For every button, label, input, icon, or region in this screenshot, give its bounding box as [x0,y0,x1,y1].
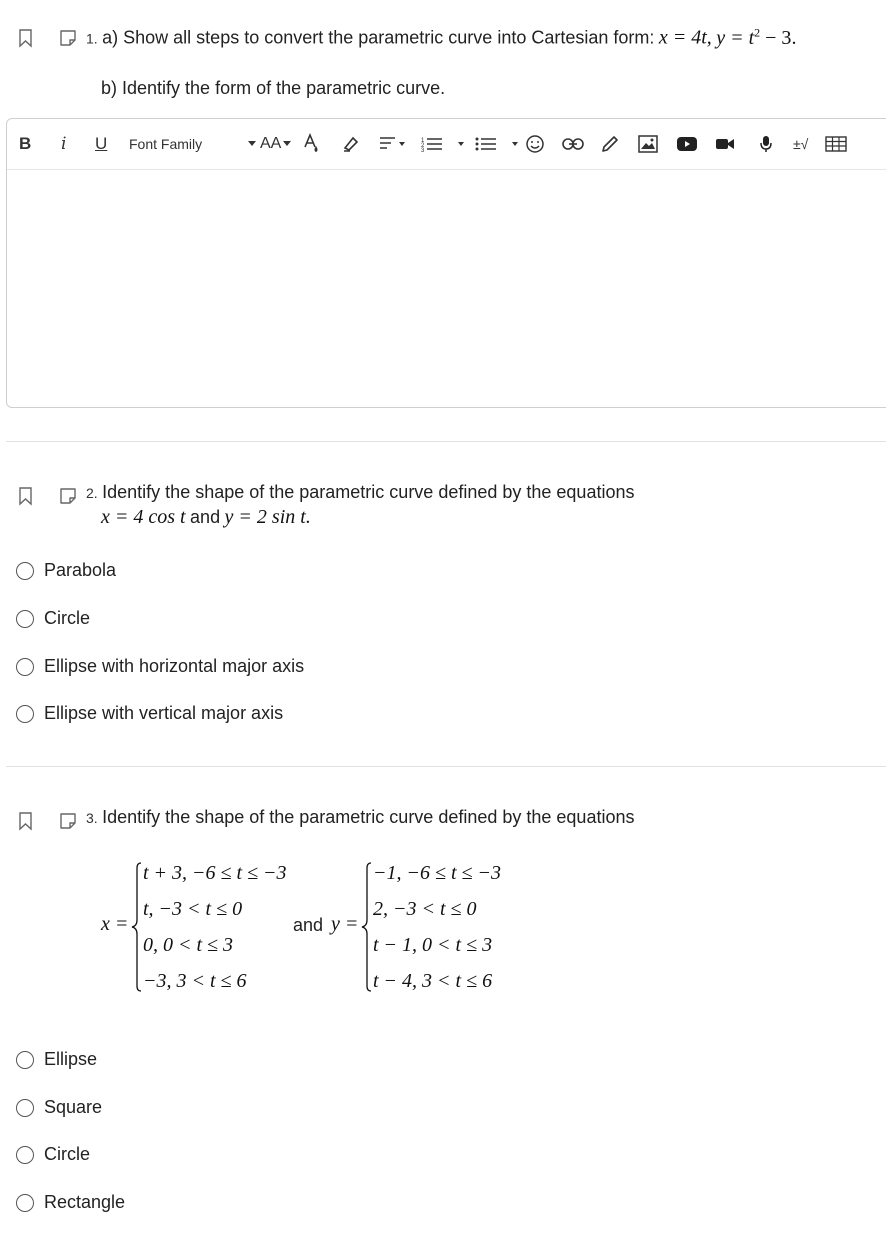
divider [6,441,886,442]
q2-option[interactable] [16,656,304,677]
q1-line-a [86,25,796,50]
q3-x-case: t, −3 < t ≤ 0 [143,898,243,920]
q3-option[interactable] [16,1049,97,1070]
option-label: Parabola [44,560,117,580]
italic-button[interactable]: i [61,134,67,154]
question-number: 2. [86,485,98,501]
q2-option[interactable] [16,560,116,581]
link-button[interactable] [562,133,584,155]
q3-prompt [86,807,634,828]
q2-math-y: y = 2 sin t. [224,506,311,528]
q2-equations [101,506,311,529]
unordered-list-button[interactable] [475,133,523,155]
q3-text: Identify the shape of the parametric curve defined by the equations [102,807,635,827]
q3-y-case: t − 1, 0 < t ≤ 3 [373,934,493,956]
draw-button[interactable] [600,133,620,155]
q3-icons [16,811,78,831]
q3-and: and [293,915,324,935]
underline-button[interactable]: U [95,134,108,153]
camera-icon [715,137,735,151]
svg-text:3: 3 [421,148,425,153]
chevron-down-icon [248,141,256,147]
note-icon[interactable] [58,28,78,48]
question-number: 3. [86,810,98,826]
divider [6,766,886,767]
q3-option[interactable] [16,1192,125,1213]
font-size-select[interactable] [260,133,291,155]
smiley-icon [525,134,545,154]
q3-x-case: t + 3, −6 ≤ t ≤ −3 [143,862,287,884]
emoji-button[interactable] [525,133,545,155]
q2-icons [16,486,78,506]
option-label: Square [44,1097,103,1117]
svg-text:2: 2 [421,143,425,149]
left-brace [130,862,142,992]
option-label: Ellipse [44,1049,98,1069]
q2-text: Identify the shape of the parametric curve defined by the equations [102,482,635,502]
bookmark-icon[interactable] [16,486,36,506]
align-left-icon [379,136,407,152]
font-family-select[interactable] [129,133,256,155]
q3-y-case: t − 4, 3 < t ≤ 6 [373,970,493,992]
q3-option[interactable] [16,1144,90,1165]
image-button[interactable] [638,133,658,155]
radio-button[interactable] [16,610,34,628]
bold-button[interactable]: B [19,134,32,153]
note-icon[interactable] [58,811,78,831]
option-label: Circle [44,1144,91,1164]
q2-and: and [190,507,221,527]
q3-y-label: y = [331,913,359,935]
youtube-icon [676,136,698,152]
pencil-icon [600,134,620,154]
radio-button[interactable] [16,562,34,580]
option-label: Rectangle [44,1192,126,1212]
q1-math-x: x = 4t, [658,26,712,49]
link-icon [562,137,584,151]
q2-option[interactable] [16,608,90,629]
q2-option[interactable] [16,703,283,724]
table-button[interactable] [825,133,847,155]
option-label: Circle [44,608,91,628]
q1-icons [16,28,78,48]
text-color-button[interactable] [303,133,321,155]
radio-button[interactable] [16,1194,34,1212]
radio-button[interactable] [16,1146,34,1164]
note-icon[interactable] [58,486,78,506]
q3-x-case: −3, 3 < t ≤ 6 [143,970,247,992]
bookmark-icon[interactable] [16,811,36,831]
q2-prompt [86,482,634,503]
q1-part-a: a) Show all steps to convert the parametric curve into Cartesian form: [102,27,655,48]
ordered-list-icon [421,135,469,153]
q3-y-case: 2, −3 < t ≤ 0 [373,898,477,920]
align-button[interactable] [379,133,407,155]
text-color-icon [303,133,321,155]
highlight-button[interactable] [341,133,361,155]
bookmark-icon[interactable] [16,28,36,48]
q1-part-b: b) Identify the form of the parametric curve. [101,78,446,98]
q3-x-case: 0, 0 < t ≤ 3 [143,934,234,956]
q3-y-case: −1, −6 ≤ t ≤ −3 [373,862,501,884]
editor-toolbar [7,119,886,170]
video-button[interactable] [676,133,698,155]
radio-button[interactable] [16,1099,34,1117]
option-label: Ellipse with horizontal major axis [44,656,305,676]
font-family-label: Font Family [129,136,203,152]
answer-editor[interactable] [6,118,886,408]
highlighter-icon [341,134,361,154]
record-audio-button[interactable] [759,133,773,155]
q3-option[interactable] [16,1097,102,1118]
q1-math-y: $y = t^2 - 3$. [716,25,797,49]
q3-x-label: x = [101,913,129,935]
question-number: 1. [86,30,98,47]
math-button[interactable]: ±√ [793,136,809,152]
bullet-list-icon [475,135,523,153]
table-icon [825,136,847,152]
svg-text:1: 1 [421,138,425,144]
font-size-label: AA [260,135,282,152]
radio-button[interactable] [16,1051,34,1069]
record-video-button[interactable] [715,133,735,155]
microphone-icon [759,135,773,153]
chevron-down-icon [283,141,291,147]
radio-button[interactable] [16,658,34,676]
ordered-list-button[interactable] [421,133,469,155]
image-icon [638,135,658,153]
option-label: Ellipse with vertical major axis [44,703,284,723]
left-brace [360,862,372,992]
q2-math-x: x = 4 cos t [101,506,186,528]
radio-button[interactable] [16,705,34,723]
